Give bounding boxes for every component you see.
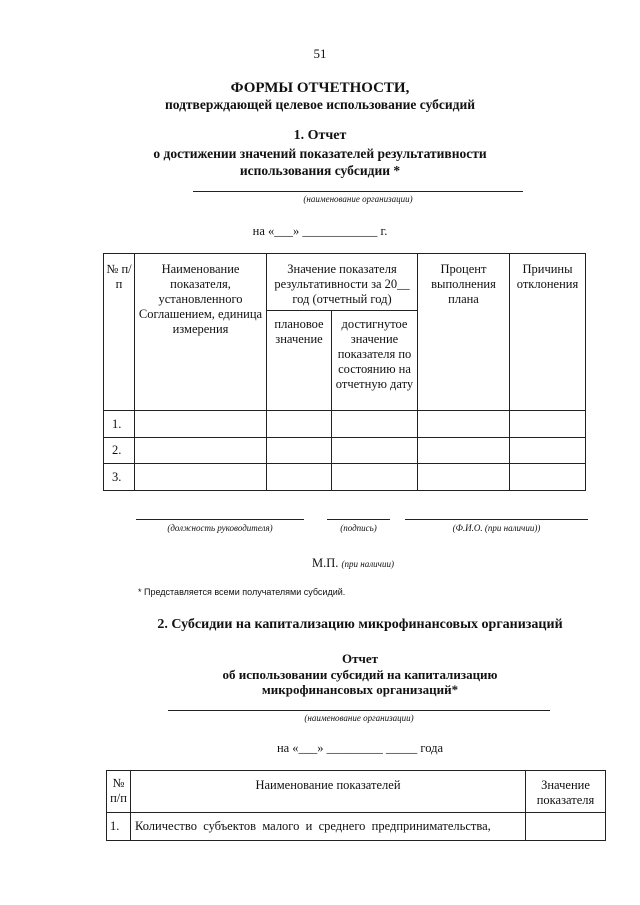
- section2-heading: 2. Субсидии на капитализацию микрофинансовых организаций: [157, 617, 563, 632]
- table-cell: [135, 438, 267, 464]
- fio-caption: (Ф.И.О. (при наличии)): [452, 523, 541, 533]
- report2-subtitle-line1: об использовании субсидий на капитализацию: [222, 667, 498, 682]
- table-cell: [332, 411, 418, 438]
- org-name-caption-2: (наименование организации): [304, 713, 414, 723]
- col-header-achieved: достигнутое значение показателя по состоянию на отчетную дату: [332, 311, 418, 411]
- report1-subtitle-line2: использования субсидии *: [239, 163, 401, 178]
- table-cell: [510, 438, 586, 464]
- table-cell: [267, 438, 332, 464]
- table-cell: [418, 464, 510, 491]
- org-name-caption: (наименование организации): [303, 194, 413, 204]
- col-header-num-2: № п/п: [107, 771, 131, 813]
- table-cell: [418, 411, 510, 438]
- table-cell: [510, 464, 586, 491]
- table-row-num: 1.: [107, 813, 131, 841]
- org-name-line-2: [168, 710, 550, 711]
- report1-date-line: на «___» ____________ г.: [252, 224, 388, 238]
- table-row-num: 3.: [104, 464, 135, 491]
- report2-table: [106, 770, 606, 841]
- table-row-num: 1.: [104, 411, 135, 438]
- col-header-value-2: Значение показателя: [526, 771, 606, 813]
- report2-subtitle-line2: микрофинансовых организаций*: [261, 682, 459, 697]
- report2-title: Отчет: [342, 651, 378, 666]
- stamp-main: М.П.: [312, 556, 339, 570]
- table-cell: [526, 813, 606, 841]
- col-header-percent: Процент выполнения плана: [418, 254, 510, 411]
- table-cell: [332, 438, 418, 464]
- signature-caption: (подпись): [340, 523, 377, 533]
- table-cell: [135, 411, 267, 438]
- footnote: * Представляется всеми получателями субсидий.: [138, 587, 346, 597]
- table-cell: [332, 464, 418, 491]
- position-line: [136, 519, 304, 520]
- report1-table: [103, 253, 586, 491]
- table-row-num: 2.: [104, 438, 135, 464]
- col-header-planned: плановое значение: [267, 311, 332, 411]
- signature-line: [327, 519, 390, 520]
- forms-subtitle: подтверждающей целевое использование субсидий: [164, 97, 476, 112]
- org-name-line: [193, 191, 523, 192]
- report1-subtitle-line1: о достижении значений показателей результативности: [153, 146, 487, 161]
- col-header-indicator-name: Наименование показателя, установленного Соглашением, единица измерения: [135, 254, 267, 411]
- table-row-text: Количество субъектов малого и среднего предпринимательства,: [131, 813, 526, 841]
- page-number: 51: [313, 46, 327, 61]
- table-cell: [418, 438, 510, 464]
- stamp-note: (при наличии): [341, 559, 394, 569]
- table-cell: [510, 411, 586, 438]
- col-header-reasons: Причины отклонения: [510, 254, 586, 411]
- report2-date-line: на «___» _________ _____ года: [276, 741, 444, 755]
- col-header-value-group: Значение показателя результативности за 20__ год (отчетный год): [267, 254, 418, 311]
- report1-title: 1. Отчет: [293, 128, 347, 143]
- col-header-indicators-2: Наименование показателей: [131, 771, 526, 813]
- forms-title: ФОРМЫ ОТЧЕТНОСТИ,: [230, 80, 410, 96]
- stamp-label: [312, 556, 394, 571]
- fio-line: [405, 519, 588, 520]
- position-caption: (должность руководителя): [167, 523, 273, 533]
- col-header-num: № п/п: [104, 254, 135, 411]
- table-cell: [267, 464, 332, 491]
- table-cell: [267, 411, 332, 438]
- table-cell: [135, 464, 267, 491]
